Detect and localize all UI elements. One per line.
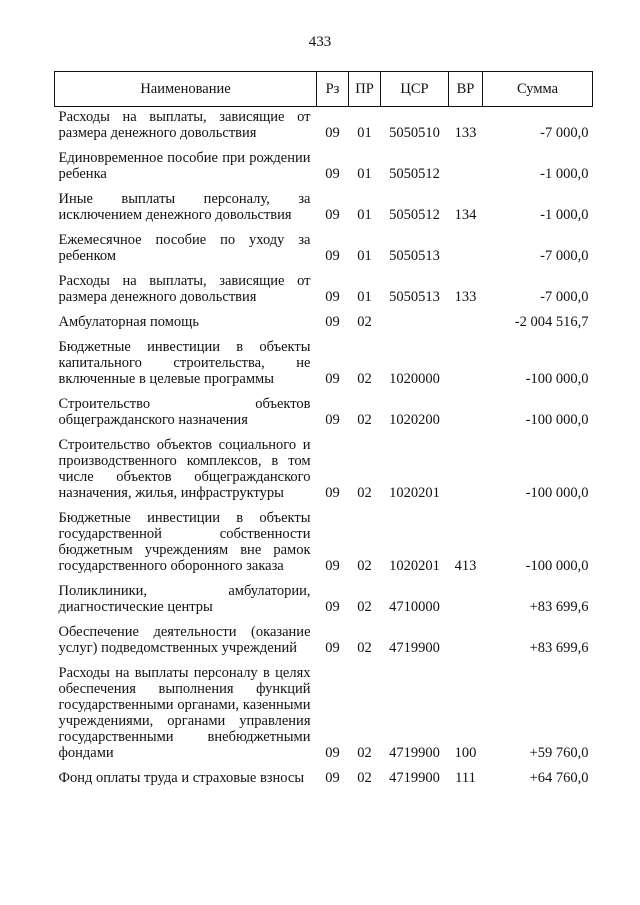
cell-sum: -1 000,0	[540, 166, 589, 182]
cell-rz: 09	[325, 166, 340, 182]
cell-vr	[449, 622, 483, 663]
cell-vr	[449, 394, 483, 435]
cell-pr: 02	[357, 745, 372, 761]
table-header-row	[55, 72, 593, 107]
table-row	[55, 148, 593, 189]
cell-vr: 413	[454, 558, 477, 574]
cell-name: Единовременное пособие при рождении ребенка	[58, 150, 311, 182]
cell-vr	[449, 337, 483, 394]
table-row	[55, 508, 593, 581]
table-row	[55, 768, 593, 793]
cell-pr: 01	[357, 166, 372, 182]
cell-pr: 02	[357, 412, 372, 428]
cell-sum: -7 000,0	[540, 248, 589, 264]
cell-name: Фонд оплаты труда и страховые взносы	[58, 770, 305, 786]
cell-csr	[381, 312, 449, 337]
table-row	[55, 271, 593, 312]
table-row	[55, 394, 593, 435]
cell-rz: 09	[325, 770, 340, 786]
cell-sum: -100 000,0	[525, 371, 589, 387]
cell-name: Бюджетные инвестиции в объекты капитального строительства, не включенные в целевые программы	[58, 339, 311, 387]
cell-pr: 02	[357, 558, 372, 574]
cell-csr: 5050513	[389, 248, 440, 264]
cell-csr: 5050512	[389, 207, 440, 223]
header-sum: Сумма	[483, 72, 593, 107]
cell-pr: 02	[357, 371, 372, 387]
cell-name: Бюджетные инвестиции в объекты государственной собственности бюджетным учреждениям вне рамок государственного оборонного заказа	[58, 510, 311, 574]
cell-sum: -7 000,0	[540, 125, 589, 141]
budget-table	[54, 71, 593, 793]
header-pr: ПР	[349, 72, 381, 107]
cell-vr: 133	[454, 289, 477, 305]
table-row	[55, 581, 593, 622]
cell-sum: -100 000,0	[525, 558, 589, 574]
cell-rz: 09	[325, 558, 340, 574]
page-number: 433	[308, 34, 332, 50]
table-row	[55, 622, 593, 663]
cell-name: Строительство объектов общегражданского назначения	[58, 396, 311, 428]
table-row	[55, 435, 593, 508]
cell-name: Расходы на выплаты, зависящие от размера денежного довольствия	[58, 109, 311, 141]
cell-name: Иные выплаты персоналу, за исключением денежного довольствия	[58, 191, 311, 223]
cell-vr	[449, 230, 483, 271]
cell-csr: 5050513	[389, 289, 440, 305]
cell-csr: 4719900	[389, 770, 440, 786]
cell-name: Расходы на выплаты, зависящие от размера денежного довольствия	[58, 273, 311, 305]
cell-vr: 134	[454, 207, 477, 223]
cell-csr: 4719900	[389, 745, 440, 761]
cell-name: Обеспечение деятельности (оказание услуг) подведомственных учреждений	[58, 624, 311, 656]
cell-rz: 09	[325, 485, 340, 501]
table-row	[55, 663, 593, 768]
cell-rz: 09	[325, 371, 340, 387]
cell-csr: 1020000	[389, 371, 440, 387]
cell-name: Ежемесячное пособие по уходу за ребенком	[58, 232, 311, 264]
cell-rz: 09	[325, 289, 340, 305]
cell-vr: 133	[454, 125, 477, 141]
cell-sum: -7 000,0	[540, 289, 589, 305]
cell-pr: 02	[357, 314, 372, 330]
table-row	[55, 312, 593, 337]
table-row	[55, 337, 593, 394]
cell-pr: 01	[357, 289, 372, 305]
cell-rz: 09	[325, 412, 340, 428]
header-vr: ВР	[449, 72, 483, 107]
cell-csr: 1020201	[389, 558, 440, 574]
cell-sum: -2 004 516,7	[514, 314, 589, 330]
cell-vr	[449, 435, 483, 508]
cell-csr: 1020200	[389, 412, 440, 428]
table-body	[55, 107, 593, 794]
table-row	[55, 107, 593, 149]
cell-rz: 09	[325, 314, 340, 330]
cell-sum: +83 699,6	[529, 599, 589, 615]
cell-name: Поликлиники, амбулатории, диагностические центры	[58, 583, 311, 615]
cell-csr: 5050512	[389, 166, 440, 182]
cell-pr: 02	[357, 640, 372, 656]
cell-name: Амбулаторная помощь	[58, 314, 199, 330]
header-csr: ЦСР	[381, 72, 449, 107]
cell-vr: 100	[454, 745, 477, 761]
cell-vr: 111	[455, 770, 476, 786]
header-name: Наименование	[55, 72, 317, 107]
cell-sum: -100 000,0	[525, 412, 589, 428]
cell-pr: 02	[357, 770, 372, 786]
cell-sum: -100 000,0	[525, 485, 589, 501]
cell-rz: 09	[325, 599, 340, 615]
cell-pr: 02	[357, 599, 372, 615]
cell-sum: +64 760,0	[529, 770, 589, 786]
cell-sum: -1 000,0	[540, 207, 589, 223]
cell-csr: 4719900	[389, 640, 440, 656]
header-rz: Рз	[317, 72, 349, 107]
cell-pr: 01	[357, 125, 372, 141]
cell-name: Расходы на выплаты персоналу в целях обеспечения выполнения функций государственными органами, казенными учреждениями, органами управления государственными внебюджетными фондами	[58, 665, 311, 761]
table-row	[55, 189, 593, 230]
cell-vr	[449, 312, 483, 337]
cell-pr: 01	[357, 207, 372, 223]
cell-csr: 1020201	[389, 485, 440, 501]
cell-rz: 09	[325, 640, 340, 656]
cell-sum: +83 699,6	[529, 640, 589, 656]
cell-rz: 09	[325, 248, 340, 264]
cell-csr: 4710000	[389, 599, 440, 615]
cell-pr: 01	[357, 248, 372, 264]
cell-vr	[449, 148, 483, 189]
cell-rz: 09	[325, 125, 340, 141]
cell-sum: +59 760,0	[529, 745, 589, 761]
cell-rz: 09	[325, 207, 340, 223]
table-row	[55, 230, 593, 271]
cell-name: Строительство объектов социального и производственного комплексов, в том числе объектов общегражданского назначения, жилья, инфраструктуры	[58, 437, 311, 501]
cell-vr	[449, 581, 483, 622]
cell-pr: 02	[357, 485, 372, 501]
cell-rz: 09	[325, 745, 340, 761]
cell-csr: 5050510	[389, 125, 440, 141]
